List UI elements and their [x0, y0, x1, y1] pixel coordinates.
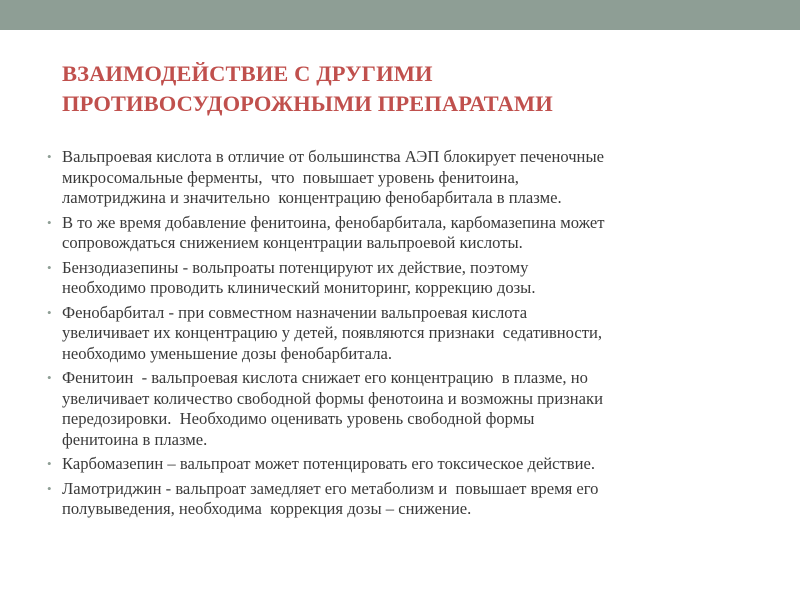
bullet-text-line: Карбомазепин – вальпроат может потенцировать его токсическое действие. — [62, 454, 596, 473]
bullet-item-added-drugs — [47, 213, 777, 254]
bullet-icon: • — [47, 214, 52, 230]
bullet-item-phenytoin — [47, 368, 777, 450]
bullet-text-line: микросомальные ферменты, что повышает уровень фенитоина, — [62, 167, 519, 187]
top-accent-bar — [0, 0, 800, 30]
bullet-icon: • — [47, 149, 52, 164]
bullet-text-line: Бензодиазепины - вольпроаты потенцируют их действие, поэтому — [62, 257, 529, 277]
bullet-text-line: фенитоина в плазме. — [62, 429, 208, 449]
bullet-text-line: передозировки. Необходимо оценивать уровень свободной формы — [62, 409, 535, 428]
bullet-text-line: В то же время добавление фенитоина, фенобарбитала, карбомазепина может — [62, 212, 605, 232]
bullet-item-benzodiazepines — [47, 258, 777, 299]
bullet-icon: • — [47, 456, 52, 471]
bullet-text-line: Вальпроевая кислота в отличие от большинства АЭП блокирует печеночные — [62, 147, 604, 166]
bullet-text-line: необходимо проводить клинический мониторинг, коррекцию дозы. — [62, 278, 536, 297]
bullet-item-lamotrigine — [47, 479, 777, 520]
slide-title — [62, 59, 762, 119]
title-line-1: ВЗАИМОДЕЙСТВИЕ С ДРУГИМИ — [62, 61, 433, 86]
bullet-text-line: необходимо уменьшение дозы фенобарбитала. — [62, 343, 392, 363]
bullet-text-line: Фенобарбитал - при совместном назначении вальпроевая кислота — [62, 302, 528, 322]
bullet-text-line: сопровождаться снижением концентрации вальпроевой кислоты. — [62, 233, 523, 252]
bullet-item-carbamazepine — [47, 454, 777, 475]
bullet-icon: • — [47, 480, 52, 496]
bullet-text-line: полувыведения, необходима коррекция дозы – снижение. — [62, 499, 472, 518]
bullet-item-phenobarbital — [47, 303, 777, 365]
bullet-list — [47, 147, 777, 524]
bullet-icon: • — [47, 259, 52, 275]
bullet-text-line: увеличивает их концентрацию у детей, появляются признаки седативности, — [62, 323, 603, 342]
bullet-text-line: увеличивает количество свободной формы фенотоина и возможны признаки — [62, 388, 603, 408]
title-line-2: ПРОТИВОСУДОРОЖНЫМИ ПРЕПАРАТАМИ — [62, 91, 553, 116]
bullet-text-line: ламотриджина и значительно концентрацию фенобарбитала в плазме. — [62, 188, 562, 207]
bullet-icon: • — [47, 304, 52, 320]
bullet-text-line: Фенитоин - вальпроевая кислота снижает его концентрацию в плазме, но — [62, 368, 588, 387]
bullet-item-valproate-enzymes — [47, 147, 777, 209]
bullet-icon: • — [47, 370, 52, 385]
bullet-text-line: Ламотриджин - вальпроат замедляет его метаболизм и повышает время его — [62, 478, 599, 498]
